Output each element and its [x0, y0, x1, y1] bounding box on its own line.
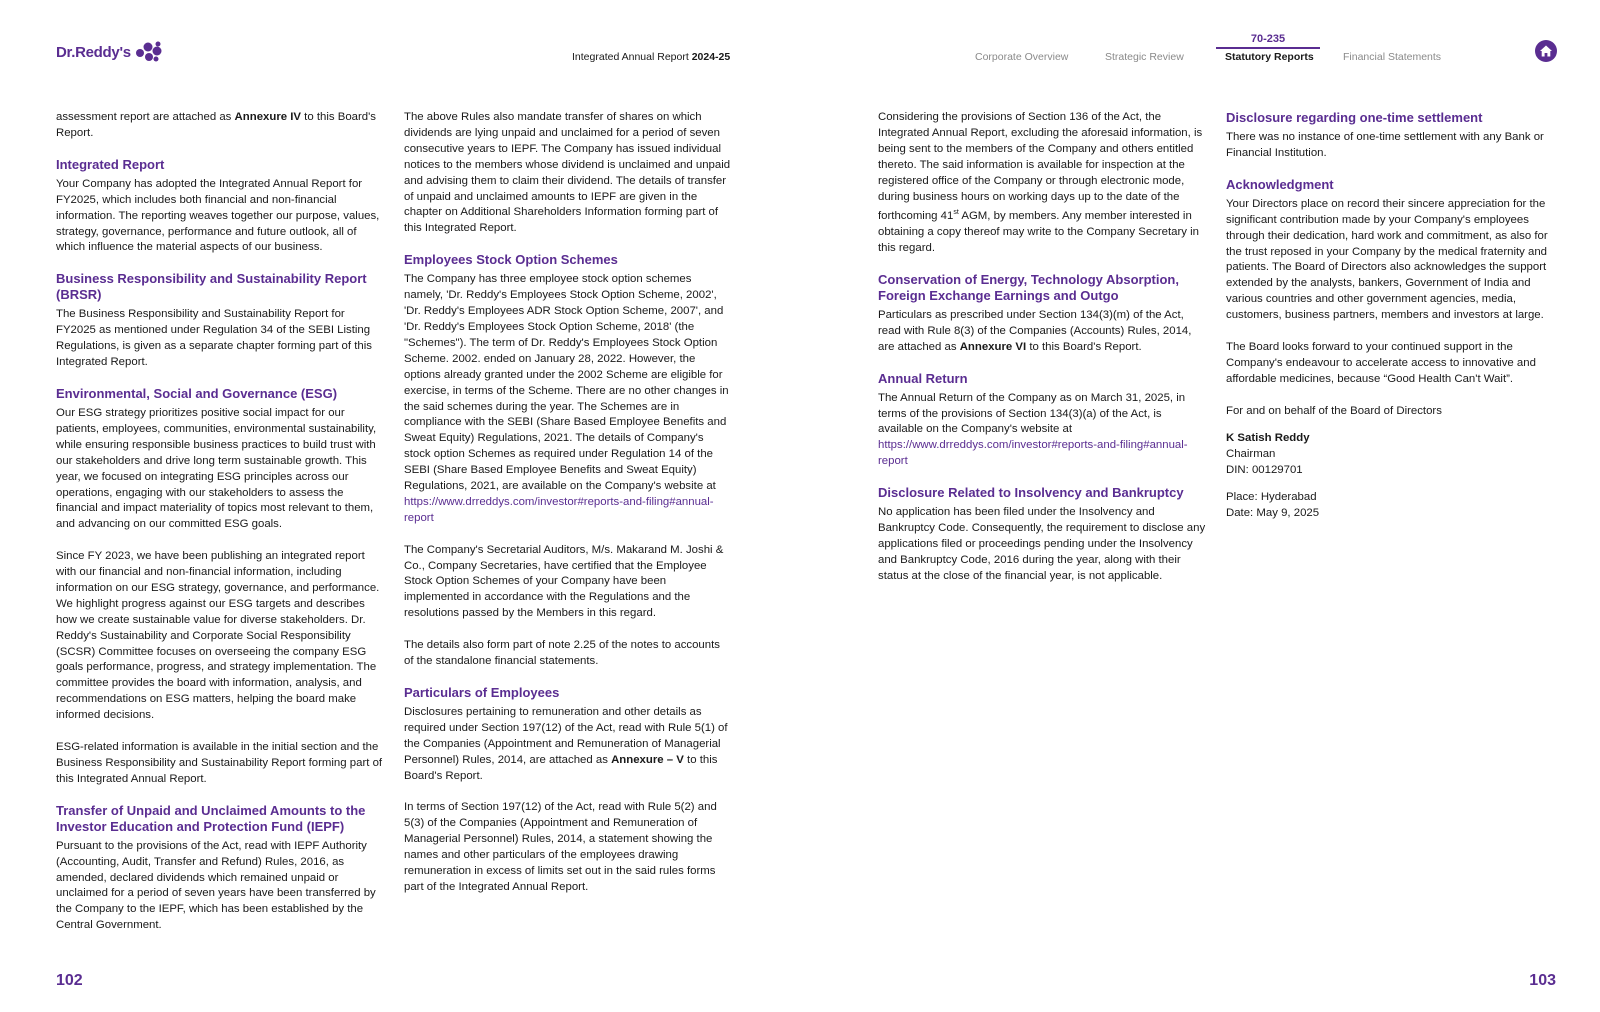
column-1: [56, 110, 384, 934]
paragraph-section-136: Considering the provisions of Section 136 of the Act, the Integrated Annual Report, excluding the aforesaid information, is being sent to the members of the Company and others entitled thereto. The said information is available for inspection at the registered office of the Company or through electronic mode, during business hours on working days up to the date of the forthcoming 41st AGM, by members. Any member interested in obtaining a copy thereof may write to the Company Secretary in this regard.: [878, 111, 1203, 255]
paragraph-energy: Particulars as prescribed under Section 134(3)(m) of the Act, read with Rule 8(3) of the Companies (Accounts) Rules, 2014, are attached as Annexure VI to this Board's Report.: [878, 308, 1192, 353]
paragraph-brsr: The Business Responsibility and Sustainability Report for FY2025 as mentioned under Regulation 34 of the SEBI Listing Regulations, is given as a separate chapter forming part of this Integrated Report.: [56, 308, 372, 369]
paragraph-employees-1: Disclosures pertaining to remuneration and other details as required under Section 197(12) of the Act, read with Rule 5(1) of the Companies (Appointment and Remuneration of Managerial Personnel) Rules, 2014, are attached as Annexure – V to this Board's Report.: [404, 705, 728, 782]
heading-esg: Environmental, Social and Governance (ESG): [56, 385, 338, 401]
paragraph-esg-2: Since FY 2023, we have been publishing an integrated report with our financial and non-financial information, including information on our ESG strategy, governance, and performance. We highlight progress against our ESG targets and describes how we create sustainable value for diverse stakeholders. Dr. Reddy's Sustainability and Corporate Social Responsibility (SCSR) Committee focuses on overseeing the company ESG goals performance, progress, and strategy implementation. The committee provides the board with information, analysis, and recommendations on ESG matters, helping the board make informed decisions.: [56, 550, 380, 722]
intro-paragraph: assessment report are attached as Annexure IV to this Board's Report.: [56, 111, 377, 139]
report-title-text: Integrated Annual Report: [572, 51, 689, 63]
paragraph-iepf-rules: The above Rules also mandate transfer of shares on which dividends are lying unpaid and unclaimed for a period of seven consecutive years to IEPF. The Company has issued individual notices to the members whose dividend is unclaimed and unpaid and advising them to claim their dividend. The details of transfer of unpaid and unclaimed amounts to IEPF are given in the chapter on Additional Shareholders Information forming part of this Integrated Report.: [404, 111, 731, 235]
heading-acknowledgment: Acknowledgment: [1226, 176, 1334, 192]
heading-integrated-report: Integrated Report: [56, 156, 165, 172]
paragraph-esos-2: The Company's Secretarial Auditors, M/s. Makarand M. Joshi & Co., Company Secretaries, have certified that the Employee Stock Option Schemes of your Company have been implemented in accordance with the Regulations and the resolutions passed by the Members in this regard.: [404, 543, 724, 620]
logo-dots-icon: [134, 40, 164, 64]
paragraph-employees-2: In terms of Section 197(12) of the Act, read with Rule 5(2) and 5(3) of the Companies (Appointment and Remuneration of Managerial Personnel) Rules, 2014, a statement showing the names and other particulars of the employees drawing remuneration in excess of limits set out in the said rules forms part of the Integrated Annual Report.: [404, 801, 717, 893]
page-number-left: 102: [56, 972, 83, 989]
home-button[interactable]: [1535, 40, 1557, 62]
heading-energy: Conservation of Energy, Technology Absorption, Foreign Exchange Earnings and Outgo: [878, 271, 1179, 303]
nav-strategic-review[interactable]: Strategic Review: [1105, 51, 1184, 63]
paragraph-esg-3: ESG-related information is available in the initial section and the Business Responsibility and Sustainability Report forming part of this Integrated Annual Report.: [56, 740, 383, 785]
paragraph-integrated-report: Your Company has adopted the Integrated Annual Report for FY2025, which includes both financial and non-financial information. The reporting weaves together our purpose, values, strategy, governance, performance and future outlook, all of which influence the material aspects of our business.: [56, 177, 380, 254]
paragraph-acknowledgment-2: The Board looks forward to your continued support in the Company's endeavour to accelerate access to innovative and affordable medicines, because “Good Health Can't Wait”.: [1226, 340, 1536, 385]
paragraph-esos-3: The details also form part of note 2.25 of the notes to accounts of the standalone financial statements.: [404, 639, 720, 667]
signatory-name: K Satish Reddy: [1226, 432, 1310, 445]
report-year: 2024-25: [691, 51, 731, 63]
heading-insolvency: Disclosure Related to Insolvency and Bankruptcy: [878, 485, 1184, 501]
nav-financial-statements[interactable]: Financial Statements: [1343, 51, 1442, 63]
nav-statutory-reports[interactable]: Statutory Reports: [1225, 51, 1314, 63]
paragraph-iepf: Pursuant to the provisions of the Act, read with IEPF Authority (Accounting, Audit, Transfer and Refund) Rules, 2016, as amended, declared dividends which remained unpaid or unclaimed for a period of seven years have been transferred by the Company to the IEPF, which has been established by the Central Government.: [56, 839, 376, 932]
brand-name: Dr.Reddy's: [56, 43, 131, 61]
report-title: [572, 51, 730, 63]
column-3: [878, 110, 1206, 585]
home-icon: [1539, 44, 1553, 58]
signatory-din: DIN: 00129701: [1226, 464, 1303, 477]
signature-date: Date: May 9, 2025: [1226, 507, 1320, 520]
annual-return-link[interactable]: https://www.drreddys.com/investor#reports-and-filing#annual-report: [878, 439, 1188, 468]
paragraph-insolvency: No application has been filed under the Insolvency and Bankruptcy Code. Consequently, the requirement to disclose any applications filed or proceedings pending under the Insolvency and Bankruptcy Code, 2016 during the year, along with their status at the close of the financial year, is not applicable.: [878, 506, 1206, 582]
heading-brsr: Business Responsibility and Sustainability Report (BRSR): [56, 271, 367, 303]
heading-annual-return: Annual Return: [878, 370, 968, 386]
heading-particulars-employees: Particulars of Employees: [404, 684, 560, 700]
esos-website-link[interactable]: https://www.drreddys.com/investor#reports-and-filing#annual-report: [404, 495, 714, 524]
signature-block: [1226, 431, 1554, 522]
active-nav-underline: [1216, 47, 1320, 49]
signatory-title: Chairman: [1226, 448, 1276, 461]
column-4: [1226, 110, 1554, 522]
nav-corporate-overview[interactable]: Corporate Overview: [975, 51, 1069, 63]
brand-logo: [56, 40, 164, 64]
heading-esos: Employees Stock Option Schemes: [404, 252, 618, 268]
paragraph-on-behalf: For and on behalf of the Board of Directors: [1226, 404, 1442, 417]
paragraph-annual-return: The Annual Return of the Company as on March 31, 2025, in terms of the provisions of Section 134(3)(a) of the Act, is available on the Company's website at https://www.drreddys.com/investor#reports-and-filing#annual-report: [878, 391, 1188, 468]
column-2: [404, 110, 732, 896]
signature-place: Place: Hyderabad: [1226, 491, 1317, 504]
heading-iepf: Transfer of Unpaid and Unclaimed Amounts to the Investor Education and Protection Fund (IEPF): [56, 802, 366, 834]
page-number-right: 103: [1529, 972, 1556, 989]
paragraph-acknowledgment-1: Your Directors place on record their sincere appreciation for the significant contribution made by your Company's employees through their dedication, hard work and commitment, as also for the trust reposed in your Company by the medical fraternity and patients. The Board of Directors also acknowledges the support extended by the analysts, bankers, Government of India and various countries and other government agencies, media, customers, business partners, members and investors at large.: [1226, 197, 1548, 322]
paragraph-one-time-settlement: There was no instance of one-time settlement with any Bank or Financial Institution.: [1226, 131, 1544, 159]
section-page-range: 70-235: [1250, 33, 1286, 45]
paragraph-esg-1: Our ESG strategy prioritizes positive social impact for our patients, employees, communities, environmental sustainability, while ensuring responsible business practices to build trust with our stakeholders and drive long term sustainable growth. This year, we focused on integrating ESG principles across our operations, engaging with our stakeholders to assess the financial and impact materiality of topics most relevant to them, and advancing on our committed ESG goals.: [56, 406, 377, 531]
heading-one-time-settlement: Disclosure regarding one-time settlement: [1226, 110, 1483, 125]
paragraph-esos-1: The Company has three employee stock option schemes namely, 'Dr. Reddy's Employees Stock Option Scheme, 2002', 'Dr. Reddy's Employees ADR Stock Option Scheme, 2007', and 'Dr. Reddy's Employees Stock Option Scheme, 2018' (the "Schemes"). The term of Dr. Reddy's Employees Stock Option Scheme. 2002. ended on January 28, 2022. However, the options already granted under the 2002 Scheme are eligible for exercise, in terms of the Scheme. There are no other changes in the said schemes during the year. The Schemes are in compliance with the SEBI (Share Based Employee Benefits and Sweat Equity) Regulations, 2021. The details of Company's stock option Schemes as required under Regulation 14 of the SEBI (Share Based Employee Benefits and Sweat Equity) Regulations, 2021, are available on the Company's website at https://www.drreddys.com/investor#reports-and-filing#annual-report: [404, 273, 729, 524]
